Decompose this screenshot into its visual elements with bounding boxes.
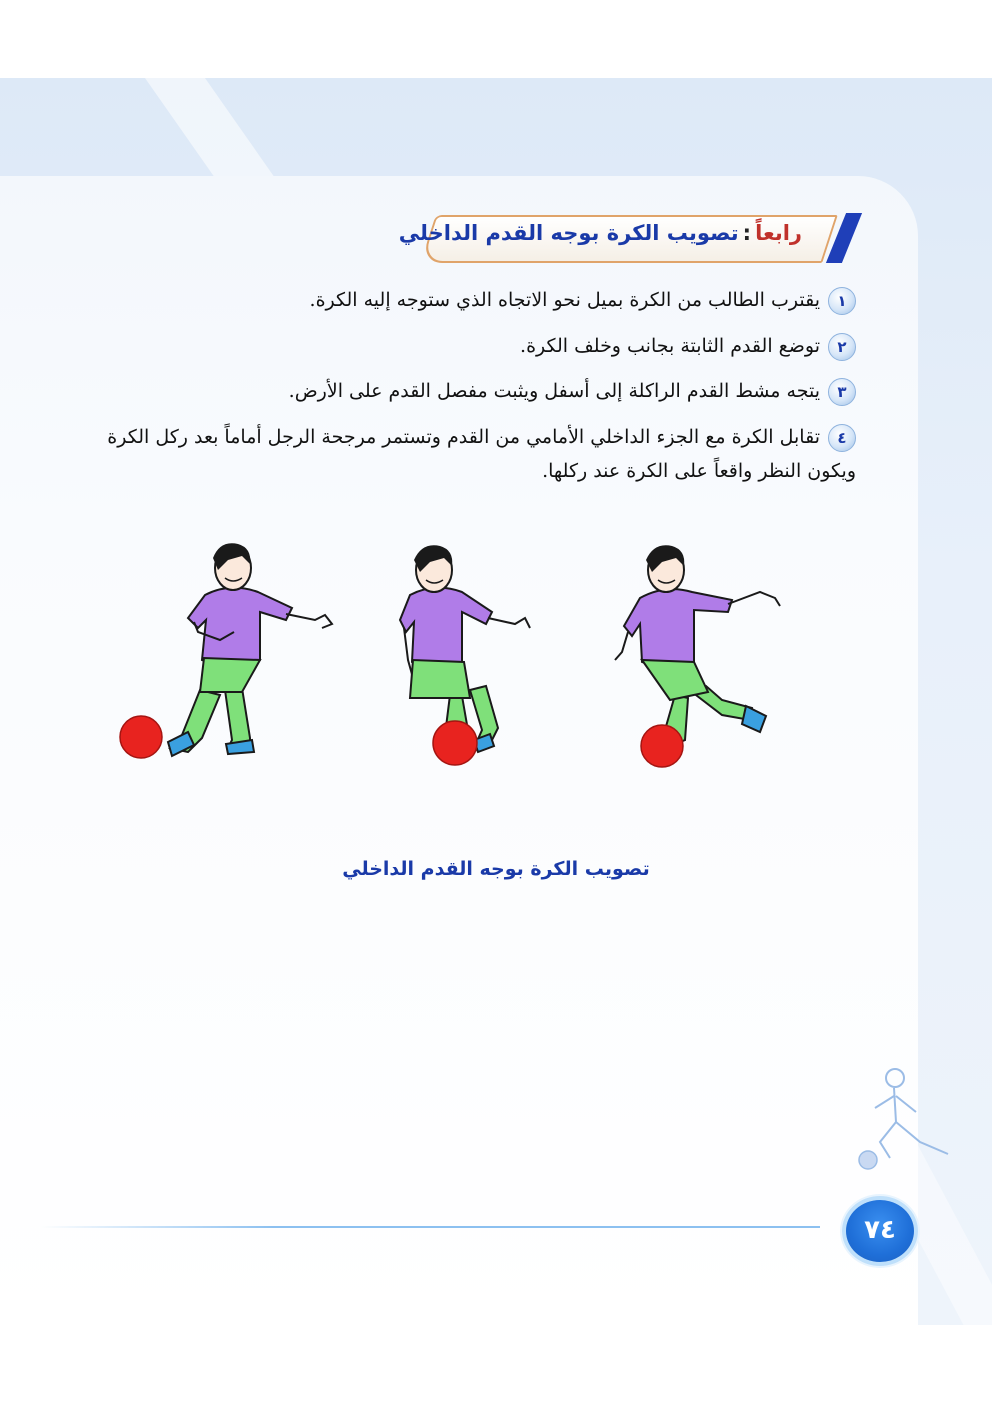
step-number-badge: ٤ — [828, 424, 856, 452]
step-text: يتجه مشط القدم الراكلة إلى أسفل ويثبت مفصل القدم على الأرض. — [288, 380, 820, 402]
step-2 — [520, 330, 856, 362]
step-3 — [289, 375, 856, 407]
step-text: تقابل الكرة مع الجزء الداخلي الأمامي من القدم وتستمر مرجحة الرجل أماماً بعد ركل الكرة ويكون النظر واقعاً على الكرة عند ركلها. — [107, 426, 856, 482]
step-text: توضع القدم الثابتة بجانب وخلف الكرة. — [520, 335, 820, 357]
player-figure-3 — [615, 545, 780, 767]
step-4 — [86, 420, 856, 488]
heading-colon: : — [742, 221, 752, 245]
player-figure-1 — [120, 543, 332, 758]
step-number-badge: ٣ — [828, 378, 856, 406]
step-text: يقترب الطالب من الكرة بميل نحو الاتجاه الذي ستوجه إليه الكرة. — [309, 289, 820, 311]
step-1 — [310, 284, 856, 316]
player-figure-2 — [400, 545, 530, 765]
page-number-badge: ٧٤ — [842, 1196, 918, 1266]
footer-divider — [40, 1226, 820, 1228]
heading-text — [399, 221, 802, 245]
section-heading — [398, 213, 838, 263]
step-number-badge: ٢ — [828, 333, 856, 361]
heading-title: تصويب الكرة بوجه القدم الداخلي — [398, 221, 739, 245]
decorative-player-icon — [850, 1062, 960, 1182]
kicking-sequence-illustration — [110, 520, 800, 780]
step-number-badge: ١ — [828, 287, 856, 315]
figure-caption: تصويب الكرة بوجه القدم الداخلي — [342, 858, 650, 880]
heading-prefix: رابعاً — [755, 221, 802, 245]
